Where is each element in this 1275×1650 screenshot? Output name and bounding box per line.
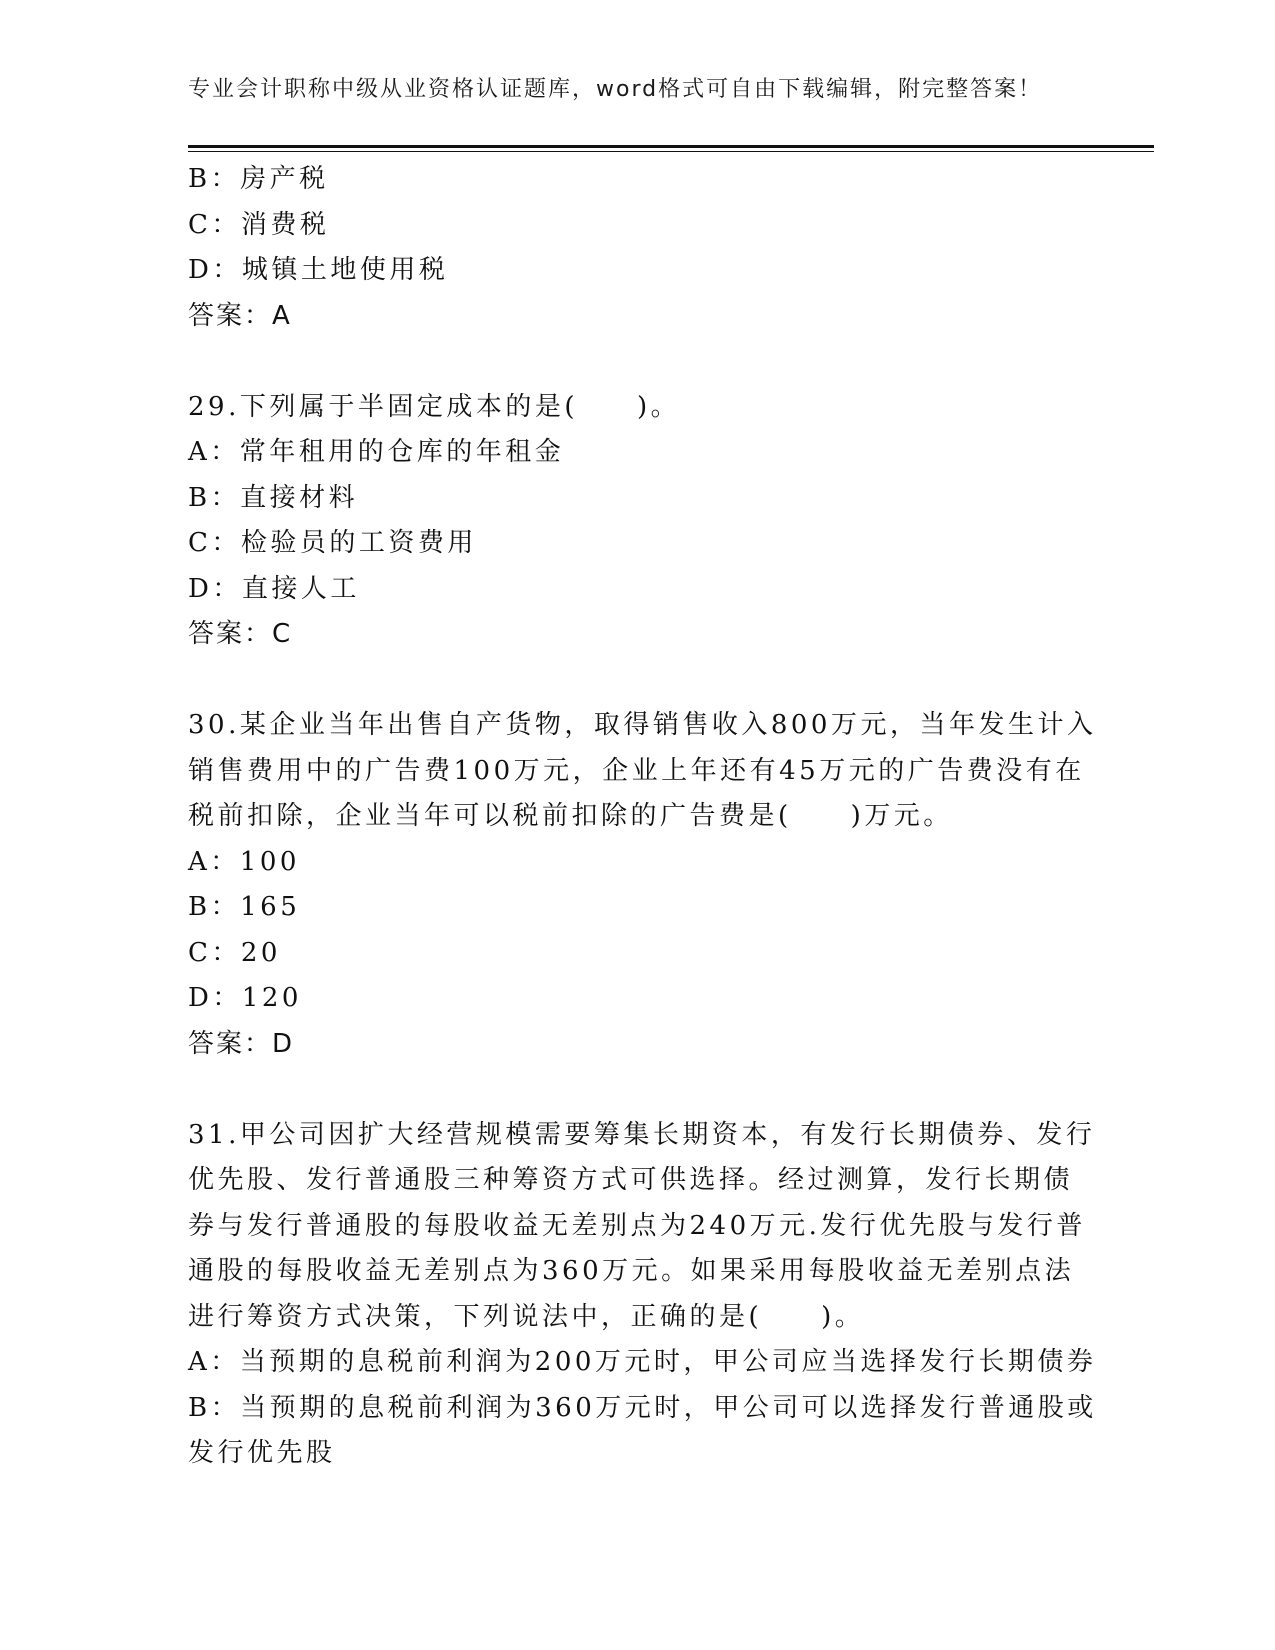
option-c: C：20 [188, 937, 281, 968]
question-31 [188, 1113, 1097, 1477]
question-content [188, 157, 1097, 1477]
question-stem: 税前扣除，企业当年可以税前扣除的广告费是( )万元。 [188, 801, 953, 831]
question-stem: 销售费用中的广告费100万元，企业上年还有45万元的广告费没有在 [188, 755, 1085, 786]
option-b: B：165 [188, 892, 301, 922]
page-header: 专业会计职称中级从业资格认证题库，word格式可自由下载编辑，附完整答案！ [188, 77, 1043, 102]
option-b: B：当预期的息税前利润为360万元时，甲公司可以选择发行普通股或 [188, 1392, 1097, 1423]
question-29 [188, 385, 1088, 658]
option-b: B：直接材料 [188, 482, 359, 513]
answer-line: 答案：D [188, 1028, 295, 1059]
option-d: D：120 [188, 983, 302, 1013]
question-stem: 29.下列属于半固定成本的是( )。 [188, 391, 681, 422]
option-d: D：城镇土地使用税 [188, 255, 449, 285]
question-stem: 通股的每股收益无差别点为360万元。如果采用每股收益无差别点法 [188, 1256, 1075, 1286]
option-b: B：房产税 [188, 164, 329, 194]
option-c: C：消费税 [188, 209, 330, 240]
question-28 [188, 157, 1088, 339]
question-stem: 优先股、发行普通股三种筹资方式可供选择。经过测算，发行长期债 [188, 1165, 1074, 1195]
question-stem: 31.甲公司因扩大经营规模需要筹集长期资本，有发行长期债券、发行 [188, 1119, 1096, 1150]
question-stem: 券与发行普通股的每股收益无差别点为240万元.发行优先股与发行普 [188, 1210, 1086, 1241]
spacer [188, 658, 1088, 704]
question-stem: 进行筹资方式决策，下列说法中，正确的是( )。 [188, 1301, 865, 1332]
spacer [188, 339, 1088, 385]
header-rule-thick [188, 145, 1154, 148]
option-a: A：当预期的息税前利润为200万元时，甲公司应当选择发行长期债券 [188, 1347, 1097, 1377]
spacer [188, 1067, 1088, 1113]
header-rule-thin [188, 151, 1154, 152]
option-c: C：检验员的工资费用 [188, 528, 477, 558]
option-d: D：直接人工 [188, 573, 360, 604]
option-a: A：常年租用的仓库的年租金 [188, 437, 565, 467]
answer-line: 答案：C [188, 619, 293, 649]
answer-line: 答案：A [188, 300, 292, 331]
question-30 [188, 703, 1097, 1067]
option-b-continued: 发行优先股 [188, 1438, 336, 1468]
question-stem: 30.某企业当年出售自产货物，取得销售收入800万元，当年发生计入 [188, 710, 1097, 740]
option-a: A：100 [188, 846, 300, 877]
